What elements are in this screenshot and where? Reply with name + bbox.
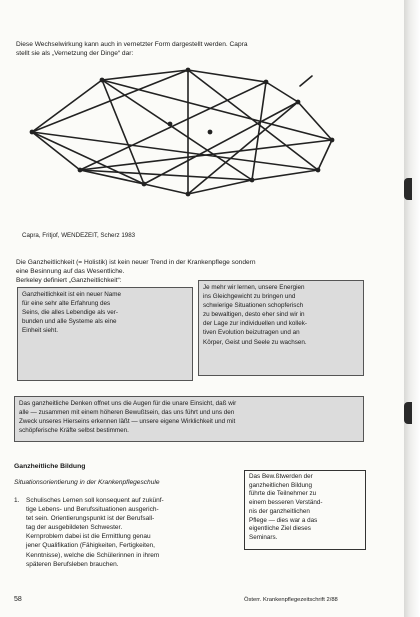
- quote-box-left: [17, 287, 193, 381]
- side-note-line: Pflege — dies war a das: [249, 516, 318, 524]
- list-item-line: Schulisches Lernen soll konsequent auf zukünf-: [26, 497, 164, 504]
- quote-line: Ganzheitlichkeit ist ein neuer Name: [22, 291, 122, 298]
- quote-line: ins Gleichgewicht zu bringen und: [203, 293, 296, 301]
- intro-paragraph: [16, 40, 248, 58]
- side-note-line: einem besseren Verständ-: [249, 499, 323, 507]
- section-subtitle: Situationsorientierung in der Krankenpflegeschule: [14, 479, 160, 486]
- quote-line: Seins, die alles Lebendige als ver-: [22, 309, 118, 317]
- list-item-line: tag der ausgebildeten Schwester.: [26, 524, 123, 532]
- quote-line: tiven Evolution beizutragen und an: [203, 329, 300, 337]
- quote-line: alle — zusammen mit einem höheren Bewußtsein, das uns führt und uns den: [19, 409, 235, 417]
- side-note-box: [244, 470, 366, 550]
- quote-box-wide: [14, 396, 364, 442]
- holism-line: eine Besinnung auf das Wesentliche.: [16, 268, 125, 276]
- quote-line: bunden und alle Systeme als eine: [22, 318, 117, 326]
- list-item-number: 1.: [14, 497, 20, 504]
- side-note-line: nis der ganzheitlichen: [249, 507, 310, 515]
- side-note-line: führte die Teilnehmer zu: [249, 490, 317, 498]
- side-note-line: Das Bew.ßtwerden der: [249, 473, 313, 480]
- side-note-line: eigentliche Ziel dieses: [249, 525, 311, 533]
- list-item-line: tet sein. Orientierungspunkt ist der Berufsall-: [26, 515, 155, 523]
- quote-line: schwierige Situationen schopferisch: [203, 302, 304, 310]
- section-title: Ganzheitliche Bildung: [14, 463, 86, 470]
- holism-line: Die Ganzheitlichkeit (= Holistik) ist kein neuer Trend in der Krankenpflege sondern: [16, 259, 256, 266]
- quote-line: Das ganzheitliche Denken offnet uns die Augen für die unare Einsicht, daß wir: [19, 400, 237, 407]
- side-note-line: Seminars.: [249, 533, 278, 541]
- list-item-line: jener Qualifikation (Fähigkeiten, Fertigkeiten,: [26, 542, 155, 550]
- quote-line: der Lage zur individuellen und kollek-: [203, 320, 307, 328]
- page-tab-marker: [404, 402, 412, 424]
- numbered-list: [14, 496, 164, 569]
- list-item-line: Kenntnisse), welche die Schülerinnen in ihrem: [26, 551, 160, 559]
- quote-line: Je mehr wir lernen, unsere Energien: [203, 284, 305, 291]
- list-item: [14, 496, 164, 569]
- footer-source: Österr. Krankenpflegezeitschrift 2/88: [244, 597, 338, 603]
- page-number: 58: [14, 596, 22, 603]
- quote-line: Einheit sieht.: [22, 327, 59, 335]
- list-item-line: tige Lebens- und Berufssituationen ausgerich-: [26, 506, 159, 514]
- page-tab-marker: [404, 178, 412, 200]
- network-figure: [20, 62, 350, 227]
- quote-line: schöpferische Kräfte selbst bestimmen.: [19, 427, 129, 435]
- intro-line: stellt sie als „Vernetzung der Dinge“ dar:: [16, 50, 134, 58]
- holism-line: Berkeley definiert „Ganzheitlichkeit“:: [16, 277, 122, 285]
- quote-line: zu bewaltigen, desto eher sind wir in: [203, 311, 305, 319]
- quote-line: Zweck unseres Hierseins erkennen läßt — unsere eigene Wirklichkeit und mit: [19, 418, 236, 426]
- quote-line: Körper, Geist und Seele zu wachsen.: [203, 338, 307, 346]
- list-item-line: späteren Berufsleben brauchen.: [26, 560, 119, 568]
- quote-line: für eine sehr alte Erfahrung des: [22, 300, 111, 308]
- list-item-line: Kernproblem dabei ist die Ermittlung genau: [26, 533, 151, 541]
- figure-caption: Capra, Fritjof, WENDEZEIT, Scherz 1983: [22, 232, 136, 239]
- list-item-body: [26, 496, 164, 569]
- side-note-line: ganzheitlichen Bildung: [249, 481, 313, 489]
- intro-line: Diese Wechselwirkung kann auch in vernetzter Form dargestellt werden. Capra: [16, 41, 248, 48]
- quote-box-right: [198, 280, 364, 376]
- page-edge: [404, 0, 420, 617]
